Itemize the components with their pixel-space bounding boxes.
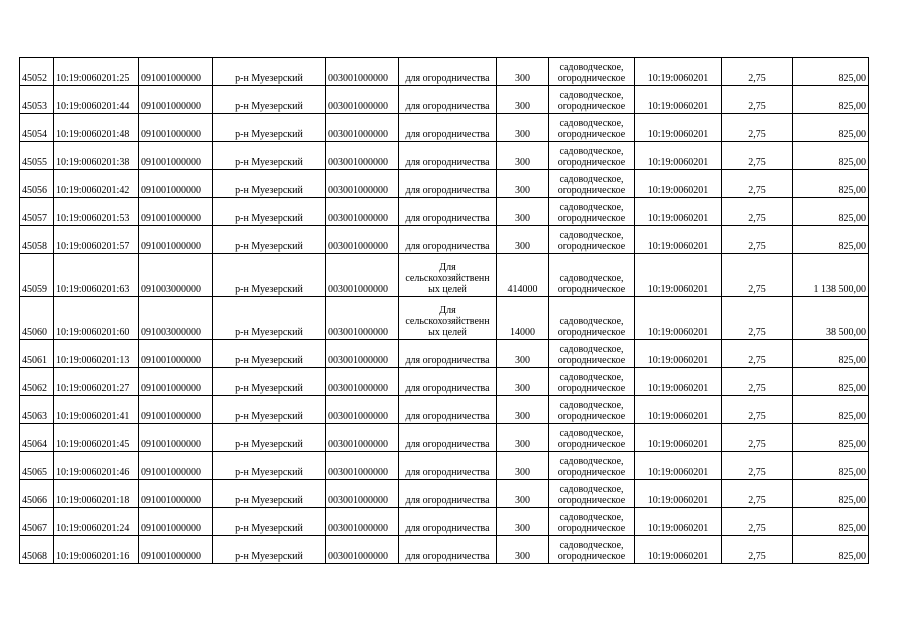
use-type-line: садоводческое, <box>559 273 624 284</box>
permitted-use-line: для огородничества <box>405 523 490 534</box>
category-code-cell: 003001000000 <box>326 424 399 452</box>
cadastral-block-cell: 10:19:0060201 <box>635 297 722 340</box>
table-row <box>20 396 869 424</box>
cadastral-block-cell: 10:19:0060201 <box>635 396 722 424</box>
okato-code-cell: 091001000000 <box>139 480 213 508</box>
permitted-use-line: для огородничества <box>405 495 490 506</box>
use-type-line: огородническое <box>557 327 626 338</box>
rate-cell: 2,75 <box>722 142 793 170</box>
okato-code-cell: 091001000000 <box>139 198 213 226</box>
cadastral-number-cell: 10:19:0060201:18 <box>54 480 139 508</box>
use-type-cell <box>549 198 635 226</box>
area-cell: 300 <box>497 368 549 396</box>
cadastral-value-cell: 825,00 <box>793 170 869 198</box>
okato-code-cell: 091001000000 <box>139 536 213 564</box>
okato-code-cell: 091003000000 <box>139 297 213 340</box>
use-type-cell <box>549 508 635 536</box>
use-type-cell <box>549 480 635 508</box>
cadastral-value-cell: 825,00 <box>793 58 869 86</box>
use-type-line: садоводческое, <box>559 174 624 185</box>
rate-cell: 2,75 <box>722 86 793 114</box>
rate-cell: 2,75 <box>722 508 793 536</box>
use-type-line: садоводческое, <box>559 344 624 355</box>
area-cell: 300 <box>497 170 549 198</box>
permitted-use-line: для огородничества <box>405 129 490 140</box>
permitted-use-line: Для <box>439 262 456 273</box>
permitted-use-line: Для <box>439 305 456 316</box>
cadastral-value-cell: 825,00 <box>793 226 869 254</box>
okato-code-cell: 091001000000 <box>139 114 213 142</box>
row-number-cell: 45067 <box>20 508 54 536</box>
area-cell: 300 <box>497 198 549 226</box>
permitted-use-cell <box>399 508 497 536</box>
permitted-use-line: сельскохозяйственн <box>405 273 490 284</box>
region-cell: р-н Муезерский <box>213 170 326 198</box>
table-row <box>20 452 869 480</box>
rate-cell: 2,75 <box>722 114 793 142</box>
use-type-line: огородническое <box>557 383 626 394</box>
row-number-cell: 45056 <box>20 170 54 198</box>
use-type-cell <box>549 340 635 368</box>
use-type-cell <box>549 226 635 254</box>
use-type-line: садоводческое, <box>559 540 624 551</box>
category-code-cell: 003001000000 <box>326 114 399 142</box>
area-cell: 300 <box>497 536 549 564</box>
okato-code-cell: 091003000000 <box>139 254 213 297</box>
cadastral-number-cell: 10:19:0060201:16 <box>54 536 139 564</box>
table-row <box>20 86 869 114</box>
cadastral-block-cell: 10:19:0060201 <box>635 142 722 170</box>
region-cell: р-н Муезерский <box>213 340 326 368</box>
table-row <box>20 254 869 297</box>
category-code-cell: 003001000000 <box>326 254 399 297</box>
permitted-use-line: для огородничества <box>405 185 490 196</box>
okato-code-cell: 091001000000 <box>139 508 213 536</box>
use-type-cell <box>549 452 635 480</box>
use-type-line: огородническое <box>557 129 626 140</box>
rate-cell: 2,75 <box>722 452 793 480</box>
cadastral-number-cell: 10:19:0060201:27 <box>54 368 139 396</box>
use-type-line: садоводческое, <box>559 428 624 439</box>
region-cell: р-н Муезерский <box>213 368 326 396</box>
rate-cell: 2,75 <box>722 58 793 86</box>
use-type-line: огородническое <box>557 185 626 196</box>
use-type-line: огородническое <box>557 439 626 450</box>
use-type-cell <box>549 297 635 340</box>
cadastral-value-cell: 825,00 <box>793 452 869 480</box>
cadastral-number-cell: 10:19:0060201:53 <box>54 198 139 226</box>
use-type-line: садоводческое, <box>559 90 624 101</box>
row-number-cell: 45057 <box>20 198 54 226</box>
permitted-use-line: для огородничества <box>405 213 490 224</box>
cadastral-block-cell: 10:19:0060201 <box>635 480 722 508</box>
category-code-cell: 003001000000 <box>326 452 399 480</box>
category-code-cell: 003001000000 <box>326 536 399 564</box>
rate-cell: 2,75 <box>722 254 793 297</box>
use-type-line: огородническое <box>557 355 626 366</box>
category-code-cell: 003001000000 <box>326 58 399 86</box>
region-cell: р-н Муезерский <box>213 536 326 564</box>
cadastral-block-cell: 10:19:0060201 <box>635 340 722 368</box>
permitted-use-line: для огородничества <box>405 157 490 168</box>
rate-cell: 2,75 <box>722 536 793 564</box>
cadastral-block-cell: 10:19:0060201 <box>635 114 722 142</box>
row-number-cell: 45066 <box>20 480 54 508</box>
use-type-line: огородническое <box>557 523 626 534</box>
permitted-use-line: для огородничества <box>405 383 490 394</box>
cadastral-number-cell: 10:19:0060201:25 <box>54 58 139 86</box>
permitted-use-cell <box>399 226 497 254</box>
use-type-line: огородническое <box>557 213 626 224</box>
row-number-cell: 45059 <box>20 254 54 297</box>
region-cell: р-н Муезерский <box>213 114 326 142</box>
category-code-cell: 003001000000 <box>326 340 399 368</box>
region-cell: р-н Муезерский <box>213 424 326 452</box>
cadastral-value-cell: 825,00 <box>793 142 869 170</box>
permitted-use-cell <box>399 297 497 340</box>
cadastral-block-cell: 10:19:0060201 <box>635 170 722 198</box>
cadastral-value-cell: 825,00 <box>793 368 869 396</box>
cadastral-number-cell: 10:19:0060201:46 <box>54 452 139 480</box>
region-cell: р-н Муезерский <box>213 226 326 254</box>
row-number-cell: 45058 <box>20 226 54 254</box>
table-row <box>20 170 869 198</box>
use-type-line: садоводческое, <box>559 512 624 523</box>
permitted-use-cell <box>399 170 497 198</box>
table-body <box>20 58 869 564</box>
region-cell: р-н Муезерский <box>213 58 326 86</box>
table-row <box>20 508 869 536</box>
use-type-cell <box>549 114 635 142</box>
permitted-use-cell <box>399 142 497 170</box>
use-type-line: садоводческое, <box>559 456 624 467</box>
row-number-cell: 45063 <box>20 396 54 424</box>
permitted-use-cell <box>399 480 497 508</box>
row-number-cell: 45061 <box>20 340 54 368</box>
category-code-cell: 003001000000 <box>326 170 399 198</box>
land-plots-table <box>19 57 869 564</box>
use-type-line: садоводческое, <box>559 62 624 73</box>
permitted-use-line: для огородничества <box>405 551 490 562</box>
cadastral-block-cell: 10:19:0060201 <box>635 86 722 114</box>
use-type-line: огородническое <box>557 495 626 506</box>
area-cell: 414000 <box>497 254 549 297</box>
region-cell: р-н Муезерский <box>213 480 326 508</box>
okato-code-cell: 091001000000 <box>139 86 213 114</box>
row-number-cell: 45064 <box>20 424 54 452</box>
row-number-cell: 45052 <box>20 58 54 86</box>
cadastral-value-cell: 825,00 <box>793 424 869 452</box>
table-row <box>20 226 869 254</box>
cadastral-value-cell: 825,00 <box>793 480 869 508</box>
use-type-line: огородническое <box>557 73 626 84</box>
use-type-line: огородническое <box>557 284 626 295</box>
cadastral-number-cell: 10:19:0060201:48 <box>54 114 139 142</box>
category-code-cell: 003001000000 <box>326 368 399 396</box>
use-type-line: садоводческое, <box>559 118 624 129</box>
row-number-cell: 45062 <box>20 368 54 396</box>
cadastral-number-cell: 10:19:0060201:57 <box>54 226 139 254</box>
okato-code-cell: 091001000000 <box>139 142 213 170</box>
use-type-line: огородническое <box>557 551 626 562</box>
permitted-use-cell <box>399 396 497 424</box>
permitted-use-line: для огородничества <box>405 355 490 366</box>
cadastral-block-cell: 10:19:0060201 <box>635 452 722 480</box>
cadastral-block-cell: 10:19:0060201 <box>635 368 722 396</box>
rate-cell: 2,75 <box>722 368 793 396</box>
permitted-use-cell <box>399 424 497 452</box>
cadastral-number-cell: 10:19:0060201:38 <box>54 142 139 170</box>
use-type-cell <box>549 536 635 564</box>
area-cell: 300 <box>497 86 549 114</box>
area-cell: 300 <box>497 452 549 480</box>
use-type-cell <box>549 396 635 424</box>
area-cell: 14000 <box>497 297 549 340</box>
category-code-cell: 003001000000 <box>326 86 399 114</box>
use-type-line: садоводческое, <box>559 146 624 157</box>
permitted-use-cell <box>399 368 497 396</box>
rate-cell: 2,75 <box>722 480 793 508</box>
permitted-use-cell <box>399 58 497 86</box>
rate-cell: 2,75 <box>722 424 793 452</box>
use-type-cell <box>549 86 635 114</box>
permitted-use-cell <box>399 536 497 564</box>
okato-code-cell: 091001000000 <box>139 396 213 424</box>
use-type-line: садоводческое, <box>559 372 624 383</box>
region-cell: р-н Муезерский <box>213 452 326 480</box>
permitted-use-cell <box>399 254 497 297</box>
use-type-line: садоводческое, <box>559 400 624 411</box>
permitted-use-line: сельскохозяйственн <box>405 316 490 327</box>
use-type-line: садоводческое, <box>559 202 624 213</box>
permitted-use-line: для огородничества <box>405 411 490 422</box>
cadastral-number-cell: 10:19:0060201:44 <box>54 86 139 114</box>
cadastral-number-cell: 10:19:0060201:60 <box>54 297 139 340</box>
category-code-cell: 003001000000 <box>326 226 399 254</box>
region-cell: р-н Муезерский <box>213 142 326 170</box>
rate-cell: 2,75 <box>722 198 793 226</box>
row-number-cell: 45054 <box>20 114 54 142</box>
permitted-use-line: ых целей <box>428 284 467 295</box>
category-code-cell: 003001000000 <box>326 508 399 536</box>
use-type-cell <box>549 368 635 396</box>
cadastral-number-cell: 10:19:0060201:13 <box>54 340 139 368</box>
cadastral-value-cell: 825,00 <box>793 340 869 368</box>
permitted-use-line: для огородничества <box>405 241 490 252</box>
region-cell: р-н Муезерский <box>213 396 326 424</box>
cadastral-number-cell: 10:19:0060201:41 <box>54 396 139 424</box>
table-row <box>20 480 869 508</box>
okato-code-cell: 091001000000 <box>139 58 213 86</box>
region-cell: р-н Муезерский <box>213 198 326 226</box>
area-cell: 300 <box>497 480 549 508</box>
category-code-cell: 003001000000 <box>326 396 399 424</box>
rate-cell: 2,75 <box>722 340 793 368</box>
row-number-cell: 45065 <box>20 452 54 480</box>
cadastral-value-cell: 38 500,00 <box>793 297 869 340</box>
cadastral-block-cell: 10:19:0060201 <box>635 198 722 226</box>
okato-code-cell: 091001000000 <box>139 368 213 396</box>
use-type-cell <box>549 58 635 86</box>
table-row <box>20 297 869 340</box>
region-cell: р-н Муезерский <box>213 508 326 536</box>
table-row <box>20 114 869 142</box>
area-cell: 300 <box>497 424 549 452</box>
area-cell: 300 <box>497 114 549 142</box>
use-type-line: огородническое <box>557 467 626 478</box>
cadastral-value-cell: 825,00 <box>793 114 869 142</box>
area-cell: 300 <box>497 226 549 254</box>
permitted-use-line: для огородничества <box>405 439 490 450</box>
region-cell: р-н Муезерский <box>213 254 326 297</box>
use-type-cell <box>549 254 635 297</box>
cadastral-block-cell: 10:19:0060201 <box>635 58 722 86</box>
cadastral-value-cell: 825,00 <box>793 508 869 536</box>
use-type-cell <box>549 142 635 170</box>
category-code-cell: 003001000000 <box>326 198 399 226</box>
table-row <box>20 424 869 452</box>
table-row <box>20 198 869 226</box>
table-row <box>20 368 869 396</box>
category-code-cell: 003001000000 <box>326 297 399 340</box>
cadastral-number-cell: 10:19:0060201:42 <box>54 170 139 198</box>
use-type-cell <box>549 424 635 452</box>
permitted-use-cell <box>399 198 497 226</box>
cadastral-value-cell: 825,00 <box>793 396 869 424</box>
table-row <box>20 340 869 368</box>
category-code-cell: 003001000000 <box>326 142 399 170</box>
cadastral-number-cell: 10:19:0060201:45 <box>54 424 139 452</box>
use-type-line: огородническое <box>557 241 626 252</box>
category-code-cell: 003001000000 <box>326 480 399 508</box>
rate-cell: 2,75 <box>722 226 793 254</box>
use-type-line: садоводческое, <box>559 484 624 495</box>
okato-code-cell: 091001000000 <box>139 170 213 198</box>
cadastral-block-cell: 10:19:0060201 <box>635 536 722 564</box>
area-cell: 300 <box>497 142 549 170</box>
cadastral-value-cell: 825,00 <box>793 198 869 226</box>
use-type-line: огородническое <box>557 411 626 422</box>
cadastral-value-cell: 825,00 <box>793 86 869 114</box>
area-cell: 300 <box>497 340 549 368</box>
cadastral-block-cell: 10:19:0060201 <box>635 508 722 536</box>
okato-code-cell: 091001000000 <box>139 340 213 368</box>
table-row <box>20 58 869 86</box>
cadastral-value-cell: 825,00 <box>793 536 869 564</box>
permitted-use-cell <box>399 452 497 480</box>
permitted-use-cell <box>399 340 497 368</box>
use-type-cell <box>549 170 635 198</box>
okato-code-cell: 091001000000 <box>139 424 213 452</box>
use-type-line: огородническое <box>557 157 626 168</box>
rate-cell: 2,75 <box>722 170 793 198</box>
permitted-use-line: для огородничества <box>405 73 490 84</box>
use-type-line: огородническое <box>557 101 626 112</box>
cadastral-value-cell: 1 138 500,00 <box>793 254 869 297</box>
region-cell: р-н Муезерский <box>213 297 326 340</box>
area-cell: 300 <box>497 508 549 536</box>
okato-code-cell: 091001000000 <box>139 226 213 254</box>
cadastral-block-cell: 10:19:0060201 <box>635 226 722 254</box>
cadastral-number-cell: 10:19:0060201:63 <box>54 254 139 297</box>
cadastral-number-cell: 10:19:0060201:24 <box>54 508 139 536</box>
row-number-cell: 45060 <box>20 297 54 340</box>
area-cell: 300 <box>497 58 549 86</box>
area-cell: 300 <box>497 396 549 424</box>
rate-cell: 2,75 <box>722 396 793 424</box>
permitted-use-line: для огородничества <box>405 101 490 112</box>
row-number-cell: 45055 <box>20 142 54 170</box>
okato-code-cell: 091001000000 <box>139 452 213 480</box>
row-number-cell: 45068 <box>20 536 54 564</box>
use-type-line: садоводческое, <box>559 230 624 241</box>
cadastral-block-cell: 10:19:0060201 <box>635 254 722 297</box>
cadastral-block-cell: 10:19:0060201 <box>635 424 722 452</box>
row-number-cell: 45053 <box>20 86 54 114</box>
table-row <box>20 142 869 170</box>
permitted-use-cell <box>399 86 497 114</box>
region-cell: р-н Муезерский <box>213 86 326 114</box>
table-row <box>20 536 869 564</box>
permitted-use-cell <box>399 114 497 142</box>
rate-cell: 2,75 <box>722 297 793 340</box>
permitted-use-line: для огородничества <box>405 467 490 478</box>
permitted-use-line: ых целей <box>428 327 467 338</box>
use-type-line: садоводческое, <box>559 316 624 327</box>
